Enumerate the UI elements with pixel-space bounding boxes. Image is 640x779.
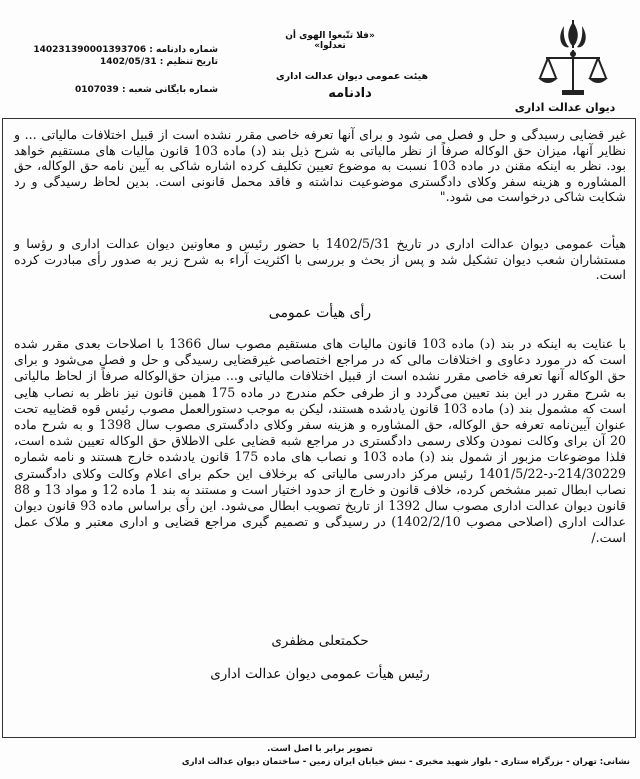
signatory-title: رئیس هیأت عمومی دیوان عدالت اداری: [210, 666, 430, 682]
archive-value: 0107039: [74, 85, 119, 95]
paragraph-session: هیأت عمومی دیوان عدالت اداری در تاریخ 1402/5/31 با حضور رئیس و معاونین دیوان عدالت اداری و رؤسا و مستشاران شعب دیوان تشکیل شد و پس از بحث و بررسی با اکثریت آراء به شرح زیر به صدور رأی مبادرت کرده است.: [14, 236, 626, 283]
letterhead: [0, 0, 640, 125]
date-value: 1402/05/31: [99, 57, 157, 67]
paragraph-complaint-end: غیر قضایی رسیدگی و حل و فصل می شود و برای آنها تعرفه خاصی مقرر نشده است از قبیل اختلافات مالیاتی ... و نظایر آنها، میزان حق الوکاله صرفاً از نظر مالیاتی به شرح ذیل بند (د) ماده 103 قانون مالیات های مستقیم خواهد بود. نظر به اینکه مقنن در ماده 103 نسبت به موضوع تعیین تکلیف کرده اشاره شاکی به آیین نامه حق الوکاله، حق المشاوره و هزینه سفر وکلای دادگستری موضوعیت نداشته و فاقد محمل قانونی است. بدین لحاظ رسیدگی و رد شکایت شاکی درخواست می شود.": [14, 127, 626, 205]
document-title: دادنامه: [328, 86, 372, 101]
docnum-label: شماره دادنامه :: [149, 45, 218, 55]
header-verse: «فلا تتّبعوا الهوی أن تعدلوا»: [285, 31, 375, 51]
section-title: رأی هیأت عمومی: [268, 305, 372, 321]
signatory-name: حکمتعلی مظفری: [271, 633, 369, 649]
docnum-value: 140231390001393706: [33, 45, 147, 55]
archive-row: [18, 85, 218, 95]
board-name: هیئت عمومی دیوان عدالت اداری: [275, 71, 429, 82]
date-label: تاریخ تنظیم :: [159, 57, 218, 67]
paragraph-ruling: با عنایت به اینکه در بند (د) ماده 103 قانون مالیات های مستقیم مصوب سال 1366 با اصلاحات بعدی مقرر شده است که در مورد دعاوی و اختلافات مالی که در مراجع اختصاصی غیرقضایی رسیدگی و حل و فصل می‌شود و برای حق الوکاله آنها تعرفه خاصی مقرر نشده است از قبیل اختلافات مالیاتی و... میزان حق‌الوکاله صرفاً از لحاظ مالیاتی به شرح مقرر در این بند تعیین می‌گردد و از طرفی حکم مندرج در ماده 175 همین قانون نیز ناظر به نصاب هایی است که مشمول بند (د) ماده 103 قانون یادشده هستند، لیکن به موجب دستورالعمل مصوب رئیس قوه قضاییه تحت عنوان آیین‌نامه تعرفه حق الوکاله، حق المشاوره و هزینه سفر وکلای دادگستری مصوب سال 1398 و به شرح ماده 20 آن برای وکالت نمودن وکلای رسمی دادگستری در مراجع شبه قضایی علی الاطلاق حق الوکاله تعیین شده است، فلذا موضوعات مزبور از شمول بند (د) ماده 103 و نصاب های ماده 175 قانون یادشده خارج هستند و نامه شماره 214/30229-د-1401/5/22 رئیس مرکز دادرسی مالیاتی که برخلاف این حکم برای اعلام وکالت وکلای دادگستری نصاب ابطال تمبر مشخص کرده، خلاف قانون و خارج از حدود اختیار است و مستند به بند 1 ماده 12 و مواد 13 و 88 قانون دیوان عدالت اداری مصوب سال 1392 از تاریخ تصویب ابطال می‌شود. این رأی براساس ماده 93 قانون دیوان عدالت اداری (اصلاحی مصوب 1402/2/10) در رسیدگی و تصمیم گیری مراجع قضایی و اداری معتبر و ملاک عمل است./: [14, 336, 627, 546]
organization-name: دیوان عدالت اداری: [514, 101, 616, 114]
archive-label: شماره بایگانی شعبه :: [121, 85, 218, 95]
date-row: [18, 57, 218, 67]
footer-address: نشانی: تهران - بزرگراه ستاری - بلوار شهید مخبری - نبش خیابان ایران زمین - ساختمان دیوان عدالت اداری: [181, 757, 630, 767]
certified-copy-note: تصویر برابر با اصل است.: [267, 744, 373, 754]
justice-emblem-icon: [534, 18, 612, 100]
docnum-row: [18, 45, 218, 55]
